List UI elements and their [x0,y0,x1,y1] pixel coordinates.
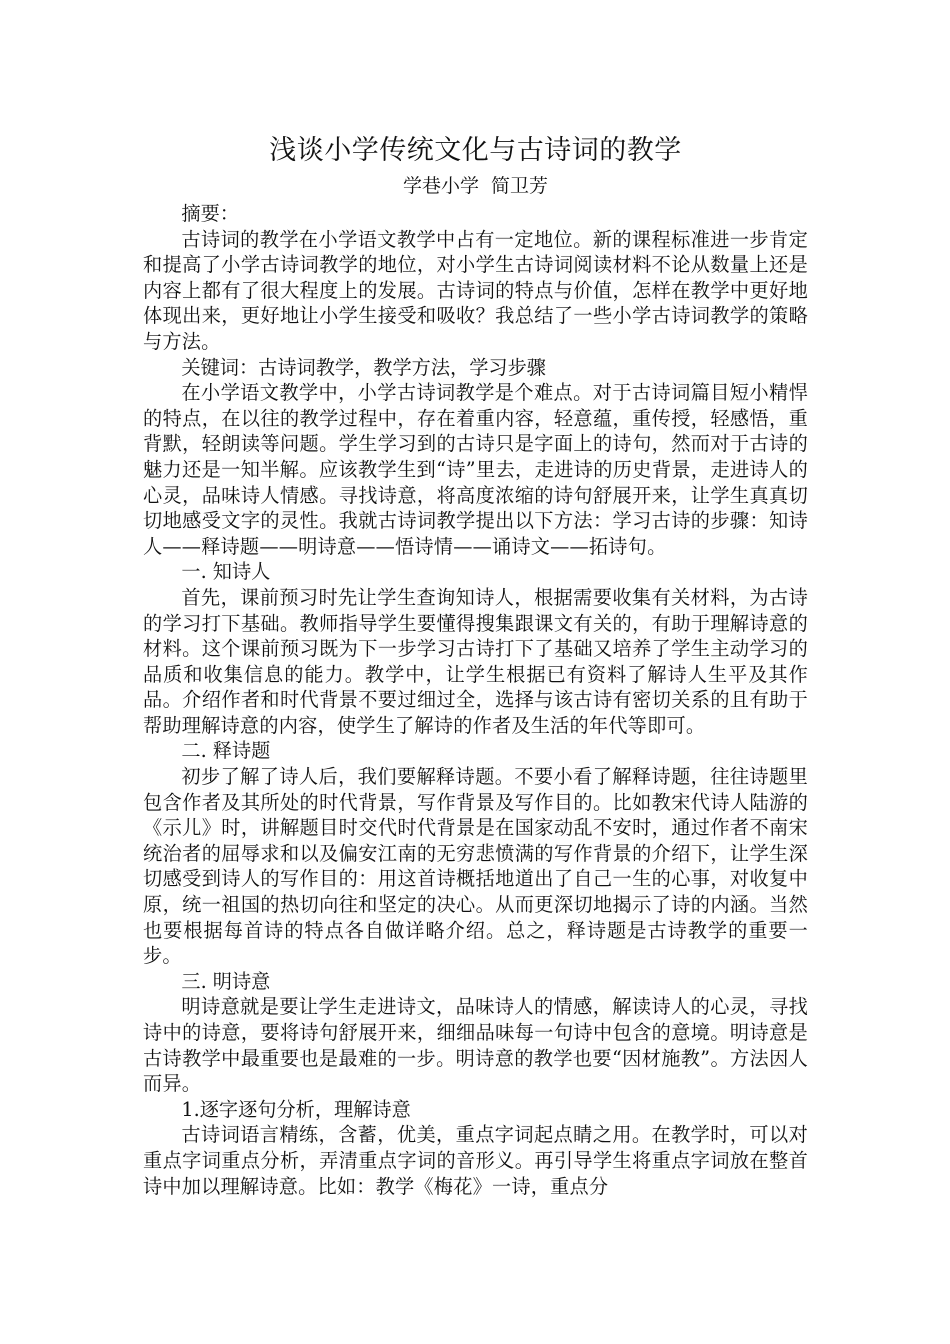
intro-paragraph: 在小学语文教学中，小学古诗词教学是个难点。对于古诗词篇目短小精悍的特点，在以往的教学过程中，存在着重内容，轻意蕴，重传授，轻感悟，重背默，轻朗读等问题。学生学习到的古诗只是字面上的诗句，然而对于古诗的魅力还是一知半解。应该教学生到“诗”里去，走进诗的历史背景，走进诗人的心灵，品味诗人情感。寻找诗意，将高度浓缩的诗句舒展开来，让学生真真切切地感受文字的灵性。我就古诗词教学提出以下方法：学习古诗的步骤：知诗人——释诗题——明诗意——悟诗情——诵诗文——拓诗句。 [143,381,808,558]
section-heading-1: 一. 知诗人 [181,560,271,584]
subsection-heading-1: 1.逐字逐句分析，理解诗意 [181,1097,411,1121]
section-heading-2: 二. 释诗题 [181,739,271,763]
section-heading-3: 三. 明诗意 [181,969,271,993]
keywords-line: 关键词：古诗词教学，教学方法，学习步骤 [181,355,546,379]
document-title: 浅谈小学传统文化与古诗词的教学 [269,135,682,166]
document-body [143,131,808,1199]
author-line: 学巷小学 简卫芳 [402,175,549,197]
abstract-paragraph: 古诗词的教学在小学语文教学中占有一定地位。新的课程标准进一步肯定和提高了小学古诗词教学的地位，对小学生古诗词阅读材料不论从数量上还是内容上都有了很大程度上的发展。古诗词的特点与价值，怎样在教学中更好地体现出来，更好地让小学生接受和吸收？我总结了一些小学古诗词教学的策略与方法。 [143,227,808,353]
subsection-paragraph-1: 古诗词语言精练，含蓄，优美，重点字词起点睛之用。在教学时，可以对重点字词重点分析，弄清重点字词的音形义。再引导学生将重点字词放在整首诗中加以理解诗意。比如：教学《梅花》一诗，重点分 [143,1123,808,1198]
section-paragraph-1: 首先，课前预习时先让学生查询知诗人，根据需要收集有关材料，为古诗的学习打下基础。教师指导学生要懂得搜集跟课文有关的，有助于理解诗意的材料。这个课前预习既为下一步学习古诗打下了基础又培养了学生主动学习的品质和收集信息的能力。教学中，让学生根据已有资料了解诗人生平及其作品。介绍作者和时代背景不要过细过全，选择与该古诗有密切关系的且有助于帮助理解诗意的内容，使学生了解诗的作者及生活的年代等即可。 [143,585,808,737]
section-paragraph-3: 明诗意就是要让学生走进诗文，品味诗人的情感，解读诗人的心灵，寻找诗中的诗意，要将诗句舒展开来，细细品味每一句诗中包含的意境。明诗意是古诗教学中最重要也是最难的一步。明诗意的教学也要“因材施教”。方法因人而异。 [143,995,808,1096]
abstract-label: 摘要： [181,202,239,225]
section-paragraph-2: 初步了解了诗人后，我们要解释诗题。不要小看了解释诗题，往往诗题里包含作者及其所处的时代背景，写作背景及写作目的。比如教宋代诗人陆游的《示儿》时，讲解题目时交代时代背景是在国家动乱不安时，通过作者不南宋统治者的屈辱求和以及偏安江南的无穷悲愤满的写作背景的介绍下，让学生深切感受到诗人的写作目的：用这首诗概括地道出了自己一生的心事，对收复中原，统一祖国的热切向往和坚定的决心。从而更深切地揭示了诗的内涵。当然也要根据每首诗的特点各自做详略介绍。总之，释诗题是古诗教学的重要一步。 [143,765,808,968]
